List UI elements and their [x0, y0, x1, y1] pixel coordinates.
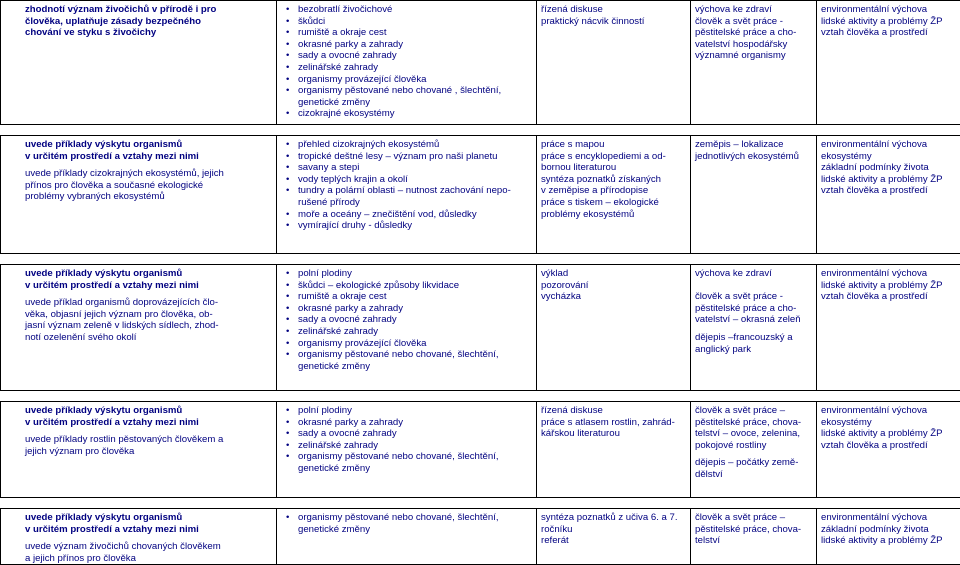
- link-line: člověk a svět práce –: [695, 512, 814, 524]
- outcome-detail-line: a jejich přínos pro člověka: [25, 553, 274, 565]
- topic-item: • rumiště a okraje cest: [281, 27, 534, 39]
- table-row: [1, 136, 960, 254]
- outcome-detail: [25, 297, 274, 343]
- links-cell: [691, 265, 817, 391]
- topic-item: • přehled cizokrajných ekosystémů: [281, 139, 534, 151]
- topic-item: • okrasné parky a zahrady: [281, 417, 534, 429]
- themes-cell: [817, 136, 960, 254]
- topic-item: • organismy provázející člověka: [281, 74, 534, 86]
- link-line: zeměpis – lokalizace: [695, 139, 814, 151]
- outcome-detail: [25, 168, 274, 203]
- table-row: [1, 402, 960, 498]
- method-line: kářskou literaturou: [541, 428, 688, 440]
- table-row: [1, 1, 960, 125]
- topic-item: • organismy pěstované nebo chované, šlechtění, genetické změny: [281, 349, 534, 372]
- curriculum-table-body: [1, 1, 960, 565]
- topic-item: • polní plodiny: [281, 405, 534, 417]
- theme-line: lidské aktivity a problémy ŽP: [821, 280, 958, 292]
- method-line: vycházka: [541, 291, 688, 303]
- outcome-detail-line: uvede příklady rostlin pěstovaných člověkem a: [25, 434, 274, 446]
- outcome-cell: [1, 1, 277, 125]
- outcome-detail-line: uvede význam živočichů chovaných člověkem: [25, 541, 274, 553]
- outcome-heading-line: v určitém prostředí a vztahy mezi nimi: [25, 280, 274, 292]
- theme-line: environmentální výchova: [821, 405, 958, 417]
- theme-line: environmentální výchova: [821, 268, 958, 280]
- link-line: pěstitelské práce, chova-: [695, 524, 814, 536]
- outcome-detail-line: uvede příklad organismů doprovázejících člo-: [25, 297, 274, 309]
- methods-cell: [537, 136, 691, 254]
- links-cell: [691, 402, 817, 498]
- theme-line: environmentální výchova: [821, 512, 958, 524]
- outcome-detail-line: jejich význam pro člověka: [25, 446, 274, 458]
- links-cell: [691, 509, 817, 565]
- link-line: výchova ke zdraví: [695, 4, 814, 16]
- link-line: pokojové rostliny: [695, 440, 814, 452]
- link-line: [695, 280, 814, 292]
- row-gap: [1, 254, 960, 265]
- row-gap: [1, 498, 960, 509]
- methods-cell: [537, 402, 691, 498]
- themes-cell: [817, 265, 960, 391]
- theme-line: vztah člověka a prostředí: [821, 440, 958, 452]
- method-line: výklad: [541, 268, 688, 280]
- outcome-heading-line: uvede příklady výskytu organismů: [25, 512, 274, 524]
- outcome-detail: [25, 434, 274, 457]
- theme-line: lidské aktivity a problémy ŽP: [821, 428, 958, 440]
- topic-item: • organismy pěstované nebo chované, šlechtění, genetické změny: [281, 512, 534, 535]
- links-cell: [691, 136, 817, 254]
- topic-item: • polní plodiny: [281, 268, 534, 280]
- theme-line: lidské aktivity a problémy ŽP: [821, 16, 958, 28]
- theme-line: základní podmínky života: [821, 524, 958, 536]
- topic-item: • organismy pěstované nebo chované , šlechtění, genetické změny: [281, 85, 534, 108]
- methods-cell: [537, 265, 691, 391]
- topics-cell: [277, 265, 537, 391]
- method-line: v zeměpise a přírodopise: [541, 185, 688, 197]
- topics-list: [281, 512, 534, 535]
- link-extra-line: dějepis –francouzský a: [695, 332, 814, 344]
- link-line: pěstitelské práce a cho-: [695, 27, 814, 39]
- method-line: bornou literaturou: [541, 162, 688, 174]
- method-line: práce s mapou: [541, 139, 688, 151]
- topic-item: • zelinářské zahrady: [281, 62, 534, 74]
- topics-cell: [277, 136, 537, 254]
- outcome-detail-line: věka, objasní jejich význam pro člověka, ob-: [25, 309, 274, 321]
- topic-item: • sady a ovocné zahrady: [281, 428, 534, 440]
- link-line: telství – ovoce, zelenina,: [695, 428, 814, 440]
- theme-line: vztah člověka a prostředí: [821, 291, 958, 303]
- method-line: problémy ekosystémů: [541, 209, 688, 221]
- outcome-detail-line: notí ozelenění svého okolí: [25, 332, 274, 344]
- outcome-cell: [1, 265, 277, 391]
- theme-line: lidské aktivity a problémy ŽP: [821, 174, 958, 186]
- topics-list: [281, 4, 534, 120]
- theme-line: vztah člověka a prostředí: [821, 185, 958, 197]
- link-line: výchova ke zdraví: [695, 268, 814, 280]
- theme-line: environmentální výchova: [821, 139, 958, 151]
- method-line: syntéza poznatků získaných: [541, 174, 688, 186]
- outcome-detail-line: uvede příklady cizokrajných ekosystémů, jejich: [25, 168, 274, 180]
- topic-item: • vymírající druhy - důsledky: [281, 220, 534, 232]
- link-line: jednotlivých ekosystémů: [695, 151, 814, 163]
- theme-line: lidské aktivity a problémy ŽP: [821, 535, 958, 547]
- theme-line: vztah člověka a prostředí: [821, 27, 958, 39]
- topic-item: • cizokrajné ekosystémy: [281, 108, 534, 120]
- links-extra: [695, 332, 814, 355]
- topics-list: [281, 268, 534, 372]
- topic-item: • organismy provázející člověka: [281, 338, 534, 350]
- outcome-detail-line: problémy vybraných ekosystémů: [25, 191, 274, 203]
- topic-item: • savany a stepi: [281, 162, 534, 174]
- outcome-heading-line: v určitém prostředí a vztahy mezi nimi: [25, 524, 274, 536]
- method-line: syntéza poznatků z učiva 6. a 7.: [541, 512, 688, 524]
- topic-item: • okrasné parky a zahrady: [281, 39, 534, 51]
- link-line: vatelství hospodářsky: [695, 39, 814, 51]
- topic-item: • zelinářské zahrady: [281, 440, 534, 452]
- method-line: ročníku: [541, 524, 688, 536]
- row-gap: [1, 125, 960, 136]
- link-line: telství: [695, 535, 814, 547]
- link-extra-line: anglický park: [695, 344, 814, 356]
- link-line: člověk a svět práce –: [695, 405, 814, 417]
- outcome-detail-line: přínos pro člověka a současné ekologické: [25, 180, 274, 192]
- methods-cell: [537, 1, 691, 125]
- method-line: práce s atlasem rostlin, zahrád-: [541, 417, 688, 429]
- link-extra-line: dělství: [695, 469, 814, 481]
- topic-item: • rumiště a okraje cest: [281, 291, 534, 303]
- topics-cell: [277, 402, 537, 498]
- topic-item: • škůdci: [281, 16, 534, 28]
- theme-line: základní podmínky života: [821, 162, 958, 174]
- method-line: pozorování: [541, 280, 688, 292]
- table-row: [1, 265, 960, 391]
- outcome-heading-line: uvede příklady výskytu organismů: [25, 268, 274, 280]
- link-extra-line: dějepis – počátky země-: [695, 457, 814, 469]
- topic-item: • tundry a polární oblasti – nutnost zachování nepo-rušené přírody: [281, 185, 534, 208]
- link-line: člověk a svět práce -: [695, 16, 814, 28]
- outcome-cell: [1, 136, 277, 254]
- topic-item: • tropické deštné lesy – význam pro naši planetu: [281, 151, 534, 163]
- link-line: pěstitelské práce a cho-: [695, 303, 814, 315]
- link-line: vatelství – okrasná zeleň: [695, 314, 814, 326]
- themes-cell: [817, 509, 960, 565]
- outcome-heading-line: uvede příklady výskytu organismů: [25, 405, 274, 417]
- theme-line: ekosystémy: [821, 151, 958, 163]
- themes-cell: [817, 402, 960, 498]
- topic-item: • bezobratlí živočichové: [281, 4, 534, 16]
- topic-item: • moře a oceány – znečištění vod, důsledky: [281, 209, 534, 221]
- theme-line: ekosystémy: [821, 417, 958, 429]
- topics-cell: [277, 509, 537, 565]
- row-gap: [1, 391, 960, 402]
- topic-item: • sady a ovocné zahrady: [281, 50, 534, 62]
- method-line: řízená diskuse: [541, 4, 688, 16]
- links-cell: [691, 1, 817, 125]
- themes-cell: [817, 1, 960, 125]
- topic-item: • vody teplých krajin a okolí: [281, 174, 534, 186]
- outcome-heading-line: chování ve styku s živočichy: [25, 27, 274, 39]
- topics-list: [281, 139, 534, 232]
- link-line: pěstitelské práce, chova-: [695, 417, 814, 429]
- topic-item: • škůdci – ekologické způsoby likvidace: [281, 280, 534, 292]
- outcome-heading-line: v určitém prostředí a vztahy mezi nimi: [25, 151, 274, 163]
- theme-line: environmentální výchova: [821, 4, 958, 16]
- topic-item: • okrasné parky a zahrady: [281, 303, 534, 315]
- link-line: člověk a svět práce -: [695, 291, 814, 303]
- outcome-heading-line: zhodnotí význam živočichů v přírodě i pro: [25, 4, 274, 16]
- method-line: referát: [541, 535, 688, 547]
- topics-cell: [277, 1, 537, 125]
- outcome-heading-line: uvede příklady výskytu organismů: [25, 139, 274, 151]
- outcome-heading-line: v určitém prostředí a vztahy mezi nimi: [25, 417, 274, 429]
- outcome-heading-line: člověka, uplatňuje zásady bezpečného: [25, 16, 274, 28]
- method-line: řízená diskuse: [541, 405, 688, 417]
- outcome-detail-line: jasní význam zeleně v lidských sídlech, zhod-: [25, 320, 274, 332]
- topic-item: • zelinářské zahrady: [281, 326, 534, 338]
- method-line: práce s tiskem – ekologické: [541, 197, 688, 209]
- topic-item: • organismy pěstované nebo chované, šlechtění, genetické změny: [281, 451, 534, 474]
- topic-item: • sady a ovocné zahrady: [281, 314, 534, 326]
- topics-list: [281, 405, 534, 475]
- method-line: praktický nácvik činností: [541, 16, 688, 28]
- outcome-cell: [1, 509, 277, 565]
- links-extra: [695, 457, 814, 480]
- table-row: [1, 509, 960, 565]
- link-line: významné organismy: [695, 50, 814, 62]
- method-line: práce s encyklopediemi a od-: [541, 151, 688, 163]
- outcome-detail: [25, 541, 274, 564]
- methods-cell: [537, 509, 691, 565]
- outcome-cell: [1, 402, 277, 498]
